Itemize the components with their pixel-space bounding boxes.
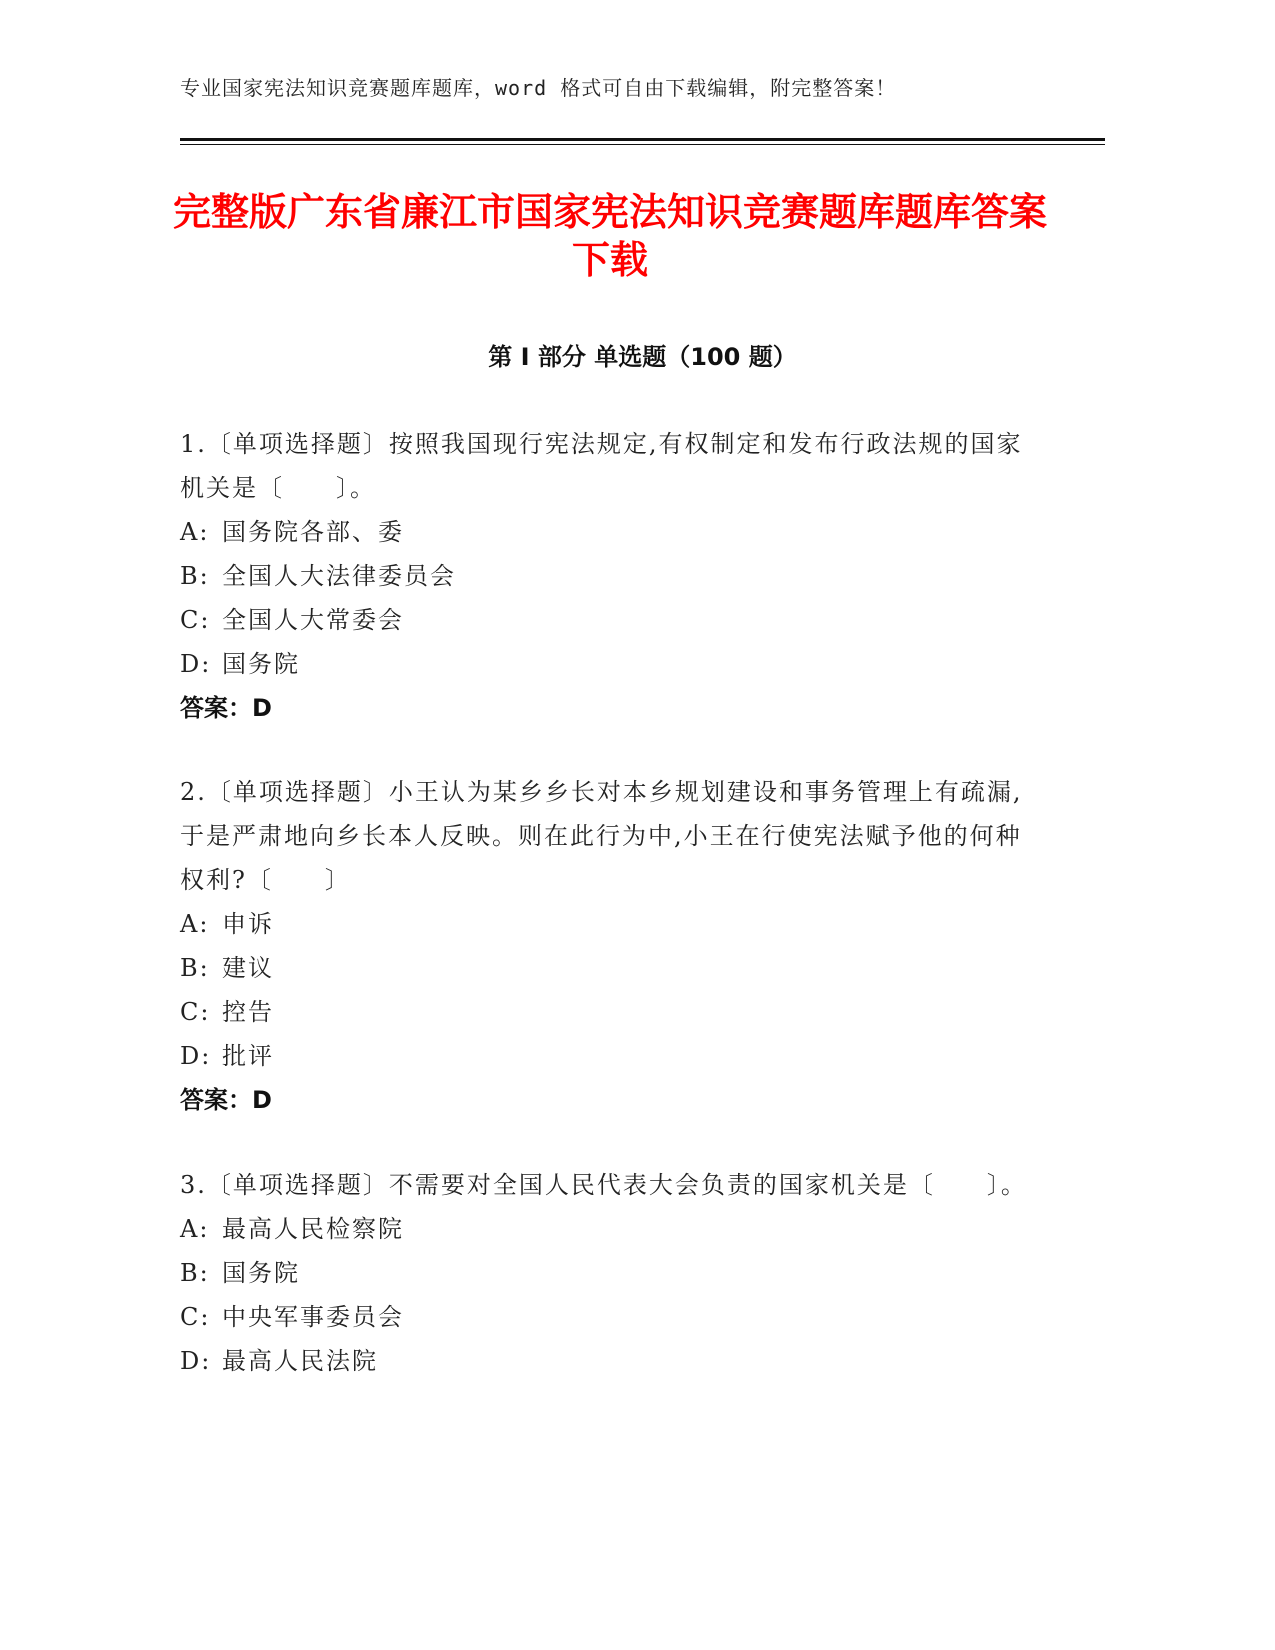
option-a — [180, 510, 1040, 554]
option-b — [180, 554, 1040, 598]
question-block — [180, 422, 1040, 730]
option-key: B: — [180, 954, 210, 982]
option-text: 国务院各部、委 — [222, 518, 404, 546]
option-text: 申诉 — [222, 910, 274, 938]
option-c — [180, 1295, 1040, 1339]
option-text: 中央军事委员会 — [222, 1303, 404, 1331]
question-block — [180, 1163, 1040, 1383]
option-key: A: — [180, 518, 210, 546]
option-key: A: — [180, 1215, 210, 1243]
option-text: 全国人大法律委员会 — [222, 562, 456, 590]
option-c — [180, 598, 1040, 642]
option-key: B: — [180, 562, 210, 590]
option-b — [180, 1251, 1040, 1295]
document-title: 完整版广东省廉江市国家宪法知识竞赛题库题库答案下载 — [172, 190, 1047, 282]
option-text: 控告 — [222, 998, 274, 1026]
answer-line: 答案：D — [180, 1086, 272, 1114]
option-text: 最高人民检察院 — [222, 1215, 404, 1243]
option-key: C: — [180, 606, 211, 634]
question-stem: 2.〔单项选择题〕小王认为某乡乡长对本乡规划建设和事务管理上有疏漏,于是严肃地向乡长本人反映。则在此行为中,小王在行使宪法赋予他的何种权利?〔 〕 — [180, 778, 1023, 894]
question-stem: 3.〔单项选择题〕不需要对全国人民代表大会负责的国家机关是〔 〕。 — [180, 1171, 1027, 1199]
section-heading: 第 I 部分 单选题（100 题） — [488, 343, 797, 371]
option-key: D: — [180, 1042, 212, 1070]
option-text: 批评 — [222, 1042, 274, 1070]
option-key: D: — [180, 1347, 212, 1375]
option-text: 全国人大常委会 — [222, 606, 404, 634]
option-d — [180, 1339, 1040, 1383]
option-c — [180, 990, 1040, 1034]
option-key: A: — [180, 910, 210, 938]
option-d — [180, 642, 1040, 686]
answer-line: 答案：D — [180, 694, 272, 722]
header-rule-thin — [180, 144, 1105, 145]
question-block — [180, 770, 1040, 1122]
option-text: 国务院 — [222, 1259, 300, 1287]
option-text: 最高人民法院 — [222, 1347, 378, 1375]
header-note: 专业国家宪法知识竞赛题库题库，word 格式可自由下载编辑，附完整答案！ — [180, 76, 897, 100]
option-d — [180, 1034, 1040, 1078]
option-a — [180, 902, 1040, 946]
question-stem: 1.〔单项选择题〕按照我国现行宪法规定,有权制定和发布行政法规的国家机关是〔 〕。 — [180, 430, 1023, 502]
option-key: B: — [180, 1259, 210, 1287]
option-text: 建议 — [222, 954, 274, 982]
option-key: C: — [180, 1303, 211, 1331]
option-text: 国务院 — [222, 650, 300, 678]
option-b — [180, 946, 1040, 990]
option-a — [180, 1207, 1040, 1251]
header-rule-thick — [180, 138, 1105, 141]
option-key: C: — [180, 998, 211, 1026]
option-key: D: — [180, 650, 212, 678]
